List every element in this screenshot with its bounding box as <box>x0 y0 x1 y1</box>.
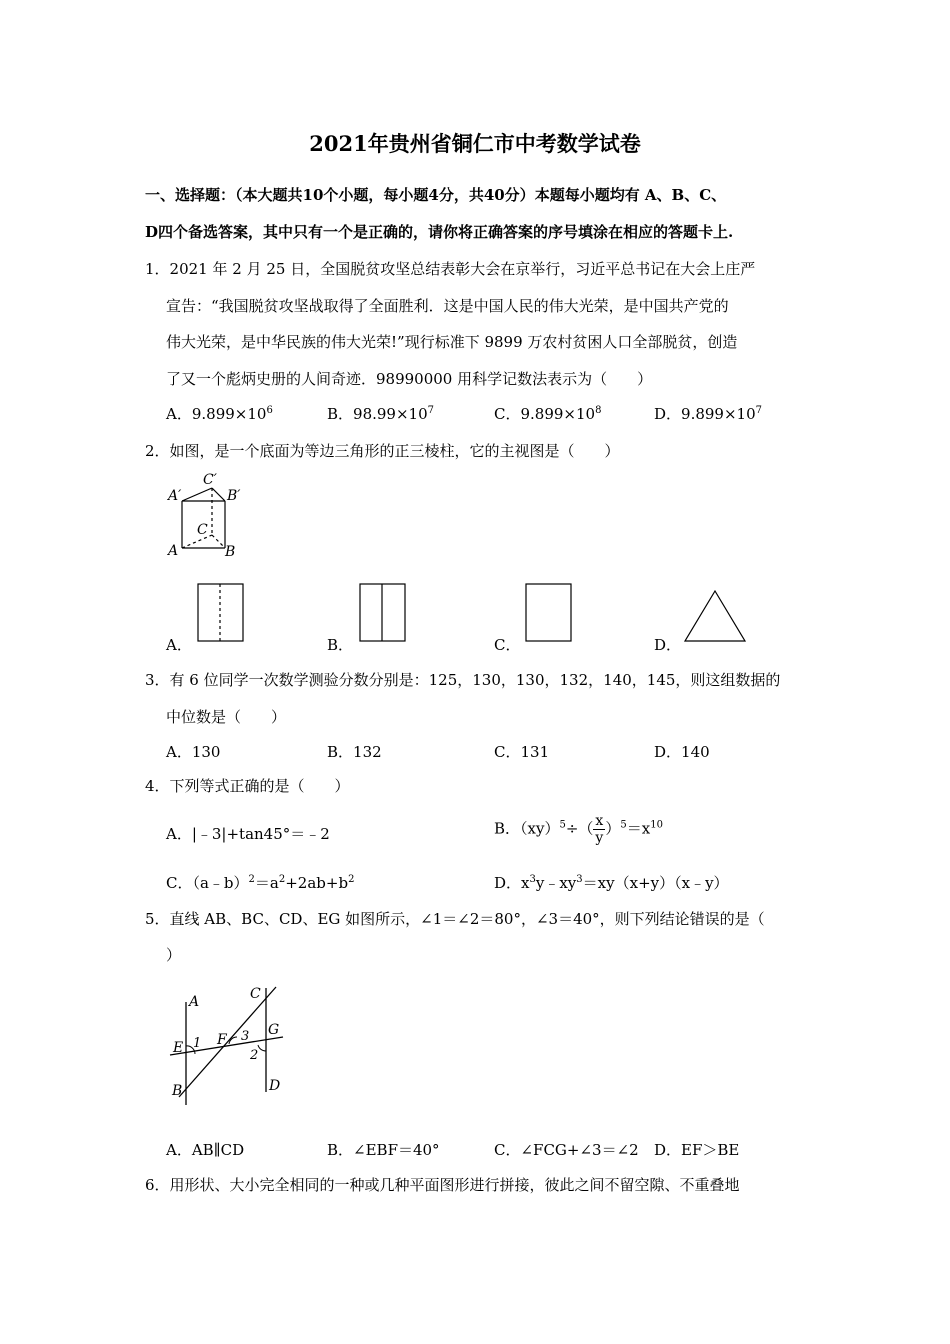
q2-option-c-figure[interactable] <box>523 582 575 644</box>
section-instruction-line-2: D四个备选答案，其中只有一个是正确的，请你将正确答案的序号填涂在相应的答题卡上. <box>145 223 734 241</box>
q1-option-b[interactable]: B．$98.99\times 10^7$ <box>327 405 434 423</box>
label-a-prime: A′ <box>168 488 182 504</box>
q5-line-1: 5．直线 AB、BC、CD、EG 如图所示，∠1＝∠2＝80°，∠3＝40°，则下列结论错误的是（ <box>145 910 765 928</box>
q4-option-c[interactable]: C．$(a﹣b)^2=a^2+2ab+b^2$ <box>166 874 355 892</box>
q2-option-b-figure[interactable] <box>357 582 409 644</box>
q2-option-a-label[interactable]: A． <box>166 636 192 654</box>
q5-option-a[interactable]: A．AB∥CD <box>166 1141 245 1159</box>
label-a: A <box>189 994 200 1010</box>
q2-option-d-figure[interactable] <box>682 588 748 644</box>
label-d: D <box>269 1078 281 1094</box>
q6-text: 6．用形状、大小完全相同的一种或几种平面图形进行拼接，彼此之间不留空隙、不重叠地 <box>145 1176 740 1194</box>
q5-option-b[interactable]: B．∠EBF＝40° <box>327 1141 440 1159</box>
q5-option-d[interactable]: D．EF＞BE <box>654 1141 740 1159</box>
label-e: E <box>173 1040 184 1056</box>
label-c: C <box>197 522 208 538</box>
prism-figure <box>165 470 255 565</box>
label-c-prime: C′ <box>203 472 217 488</box>
page-title: 2021年贵州省铜仁市中考数学试卷 <box>309 131 641 156</box>
label-b-prime: B′ <box>227 488 241 504</box>
q4-option-d[interactable]: D．$x^3y﹣xy^3=xy(x+y)(x﹣y)$ <box>494 874 729 892</box>
q2-option-a-figure[interactable] <box>195 582 247 644</box>
label-c: C <box>250 986 261 1002</box>
q3-line-2: 中位数是（ ） <box>166 708 287 726</box>
q5-line-2: ） <box>166 946 182 964</box>
label-b: B <box>225 544 236 560</box>
lines-angle-figure <box>165 982 290 1110</box>
section-instruction-line-1: 一、选择题：（本大题共10个小题，每小题4分，共40分）本题每小题均有 A、B、C、 <box>145 186 727 204</box>
label-angle-2: 2 <box>250 1048 259 1063</box>
q3-option-c[interactable]: C．131 <box>494 743 550 761</box>
label-b: B <box>172 1083 183 1099</box>
q3-option-b[interactable]: B．132 <box>327 743 382 761</box>
label-a: A <box>168 543 179 559</box>
q4-option-b[interactable]: B．（xy）$^5$÷（ $\frac{x}{y}$ ）$^5=x^{10}$ <box>494 813 663 846</box>
q1-option-d[interactable]: D．$9.899\times 10^7$ <box>654 405 762 423</box>
label-angle-3: 3 <box>241 1029 250 1044</box>
label-f: F <box>217 1032 227 1048</box>
q3-option-d[interactable]: D．140 <box>654 743 710 761</box>
q2-option-c-label[interactable]: C． <box>494 636 521 654</box>
q2-option-d-label[interactable]: D． <box>654 636 682 654</box>
fraction-x-over-y: $\frac{x}{y}$ <box>595 813 604 846</box>
q1-line-2: 宣告：“我国脱贫攻坚战取得了全面胜利．这是中国人民的伟大光荣，是中国共产党的 <box>166 297 729 315</box>
q3-option-a[interactable]: A．130 <box>166 743 221 761</box>
q2-text: 2．如图，是一个底面为等边三角形的正三棱柱，它的主视图是（ ） <box>145 442 620 460</box>
q1-line-1: 1．2021 年 2 月 25 日，全国脱贫攻坚总结表彰大会在京举行，习近平总书记在大会上庄严 <box>145 260 756 278</box>
q1-option-a[interactable]: A．$9.899\times 10^6$ <box>166 405 273 423</box>
q3-line-1: 3．有 6 位同学一次数学测验分数分别是：125，130，130，132，140，145，则这组数据的 <box>145 671 781 689</box>
q1-line-4: 了又一个彪炳史册的人间奇迹．98990000 用科学记数法表示为（ ） <box>166 370 653 388</box>
q4-option-a[interactable]: A．|﹣3|+tan45°＝﹣2 <box>166 825 330 843</box>
label-angle-1: 1 <box>193 1036 202 1051</box>
q1-option-c[interactable]: C．$9.899\times 10^8$ <box>494 405 602 423</box>
q2-option-b-label[interactable]: B． <box>327 636 354 654</box>
label-g: G <box>268 1022 280 1038</box>
q1-line-3: 伟大光荣，是中华民族的伟大光荣!”现行标准下 9899 万农村贫困人口全部脱贫，创造 <box>166 333 738 351</box>
q5-option-c[interactable]: C．∠FCG+∠3＝∠2 <box>494 1141 639 1159</box>
q4-text: 4．下列等式正确的是（ ） <box>145 777 350 795</box>
